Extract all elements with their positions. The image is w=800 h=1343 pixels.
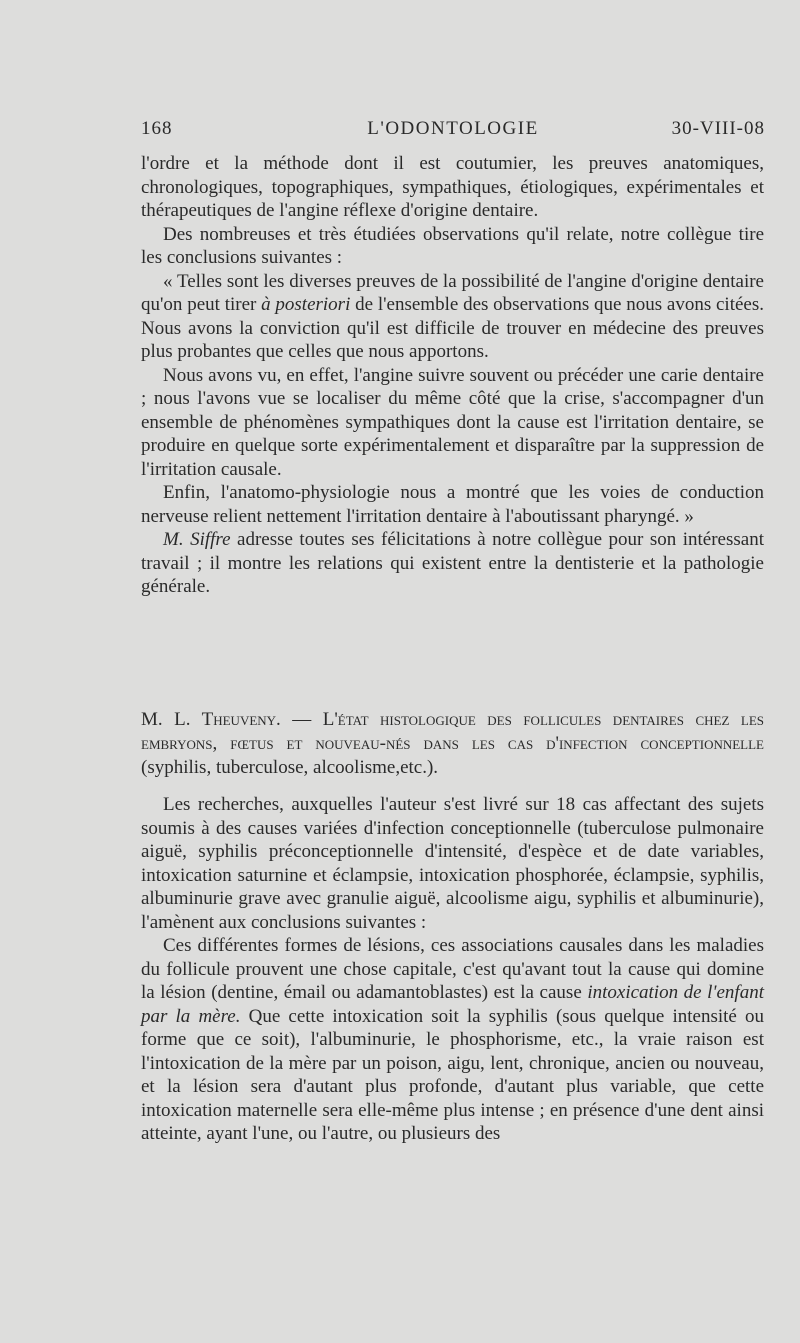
quote-paragraph xyxy=(141,270,764,364)
text-run: adresse toutes ses félicitations à notre collègue pour son intéressant travail ; il montre les relations qui existent entre la dentisterie et la pathologie générale. xyxy=(141,529,764,597)
text-run: « Telles sont les diverses preuves de la possibilité de l'angine d'origine dentaire qu'on peut tirer xyxy=(141,270,764,315)
paragraph xyxy=(141,934,764,1146)
paragraph: Des nombreuses et très étudiées observations qu'il relate, notre collègue tire les conclusions suivantes : xyxy=(141,223,764,268)
page-number: 168 xyxy=(141,118,173,139)
article-heading xyxy=(141,708,764,780)
running-header xyxy=(141,118,765,142)
quote-paragraph: Enfin, l'anatomo-physiologie nous a montré que les voies de conduction nerveuse relient nettement l'irritation dentaire à l'aboutissant pharyngé. » xyxy=(141,482,764,527)
author-name: M. L. Theuveny. xyxy=(141,709,281,730)
paragraph xyxy=(141,528,764,599)
issue-date: 30-VIII-08 xyxy=(671,118,765,139)
italic-term: intoxication de l'enfant par la mère. xyxy=(141,982,764,1027)
text-run: Ces différentes formes de lésions, ces associations causales dans les maladies du follicule prouvent une chose capitale, c'est qu'avant tout la cause qui domine la lésion (dentine, émail ou adamantoblastes) est la cause xyxy=(141,935,764,1003)
title-tail: (syphilis, tuberculose, alcoolisme,etc.). xyxy=(141,757,439,778)
dash: — xyxy=(280,709,323,730)
section-theuveny xyxy=(141,793,764,1146)
text-run: de l'ensemble des observations que nous avons citées. Nous avons la conviction qu'il est difficile de trouver en médecine des preuves plus probantes que celles que nous apportons. xyxy=(141,294,764,362)
speaker-name: M. Siffre xyxy=(163,529,231,550)
text-run: Que cette intoxication soit la syphilis (sous quelque intensité ou forme que ce soit), l'albuminurie, le phosphorisme, etc., la vraie raison est l'intoxication de la mère par un poison, aigu, lent, chronique, ancien ou nouveau, et la lésion sera d'autant plus profonde, d'autant plus variable, que cette intoxication maternelle sera elle-même plus intense ; en présence d'une dent ainsi atteinte, ayant l'une, ou l'autre, ou plusieurs des xyxy=(141,1005,764,1144)
running-title: L'ODONTOLOGIE xyxy=(367,118,539,139)
quote-paragraph: Nous avons vu, en effet, l'angine suivre souvent ou précéder une carie dentaire ; nous l'avons vue se localiser du même côté que la crise, s'accompagner d'un ensemble de phénomènes sympathiques dont la cause est l'irritation dentaire, se produire en quelque sorte expérimentalement et disparaître par la suppression de l'irritation causale. xyxy=(141,364,764,480)
heading-text xyxy=(141,708,764,780)
paragraph: l'ordre et la méthode dont il est coutumier, les preuves anatomiques, chronologiques, topographiques, sympathiques, étiologiques, expérimentales et thérapeutiques de l'angine réflexe d'origine dentaire. xyxy=(141,153,764,221)
italic-term: à posteriori xyxy=(261,294,351,315)
paragraph: Les recherches, auxquelles l'auteur s'est livré sur 18 cas affectant des sujets soumis à des causes variées d'infection conceptionnelle (tuberculose pulmonaire aiguë, syphilis préconceptionnelle d'intensité, d'espèce et de date variables, intoxication saturnine et éclampsie, intoxication phosphorée, éclampsie, syphilis, albuminurie grave avec granulie aiguë, alcoolisme aigu, syphilis et albuminurie), l'amènent aux conclusions suivantes : xyxy=(141,794,764,933)
article-title: L'état histologique des follicules dentaires chez les embryons, fœtus et nouveau-nés dans les cas d'infection conceptionnelle xyxy=(141,709,764,754)
section-angine xyxy=(141,152,764,599)
